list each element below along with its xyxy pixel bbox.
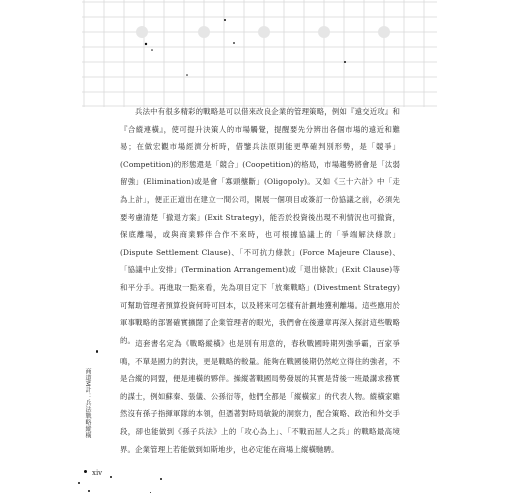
- ink-speck: [160, 478, 162, 480]
- body-paragraph-2: [120, 335, 400, 458]
- ink-speck: [151, 49, 153, 51]
- running-side-title: 商道M計：兵法戰略縱橫: [84, 368, 91, 439]
- go-stone: [258, 26, 270, 38]
- ink-speck: [78, 482, 80, 484]
- go-stone: [378, 26, 390, 38]
- ink-speck: [88, 490, 90, 492]
- ink-speck: [224, 19, 226, 21]
- page-number: xiv: [92, 469, 103, 477]
- go-stone: [136, 26, 148, 38]
- ink-speck: [145, 43, 147, 45]
- go-board-illustration: [82, 0, 437, 107]
- paragraph-2-text: 這套書名定為《戰略縱橫》也是別有用意的，春秋戰國時期列強爭霸，百家爭鳴，不單是國力的對決，更是戰略的較量。能夠在戰國後期仍然屹立得住的強者，不是合縱的同盟，便是連橫的夥伴。操縱著戰國局勢發展的其實是背後一班最講求務實的謀士，例如蘇秦、張儀、公孫衍等，他們全都是「縱橫家」的代表人物。縱橫家雖然沒有孫子指揮軍隊的本領，但憑著對時局敏銳的洞察力，配合策略、政治和外交手段，卻也能做到《孫子兵法》上的「攻心為上」、「不戰而屈人之兵」的戰略最高境界。企業管理上若能做到如斯地步，也必定能在商場上縱橫馳騁。: [120, 339, 400, 454]
- paragraph-1-text: 兵法中有很多精彩的戰略是可以借來改良企業的管理策略，例如『遠交近攻』和『合縱連橫』，使可提升決策人的市場觸覺，提醒要先分辨出各個市場的遠近和難易；在做宏觀市場經濟分析時，借鑒兵法原則能更準確判別形勢，是「競爭」(Competition)的形態還是「競合」(Coopetition)的格局，市場趨勢將會是「汰弱留強」(Elimination)或是會「寡頭壟斷」(Oligopoly)。又如《三十六計》中「走為上計」，便正正道出在建立一間公司，開展一個項目或簽訂一份協議之前，必須先要考慮清楚「撤退方案」(Exit Strategy)，能否於投資後出現不利情況也可撤資，保底離場，或與商業夥伴合作不來時，也可根據協議上的「爭端解決條款」(Dispute Settlement Clause)、「不可抗力條款」(Force Majeure Clause)、「協議中止安排」(Termination Arrangement)或「退出條款」(Exit Clause)等和平分手。再進取一點來看，先為項目定下「放棄戰略」(Divestment Strategy)可幫助管理者預算投資何時可回本，以及將來可怎樣有計劃地獲利離場。這些應用於軍事戰略的部署確實擴闊了企業管理者的眼光，我們會在後邊章再深入探討這些戰略的。: [120, 107, 400, 345]
- ink-speck: [344, 61, 346, 63]
- ink-speck: [96, 350, 98, 353]
- body-paragraph-1: [120, 103, 400, 349]
- ink-speck: [84, 470, 87, 473]
- ink-speck: [110, 476, 112, 478]
- go-stone: [198, 26, 210, 38]
- ink-speck: [150, 492, 151, 493]
- ink-speck: [186, 74, 188, 76]
- go-stone: [318, 26, 330, 38]
- ink-speck: [233, 42, 235, 44]
